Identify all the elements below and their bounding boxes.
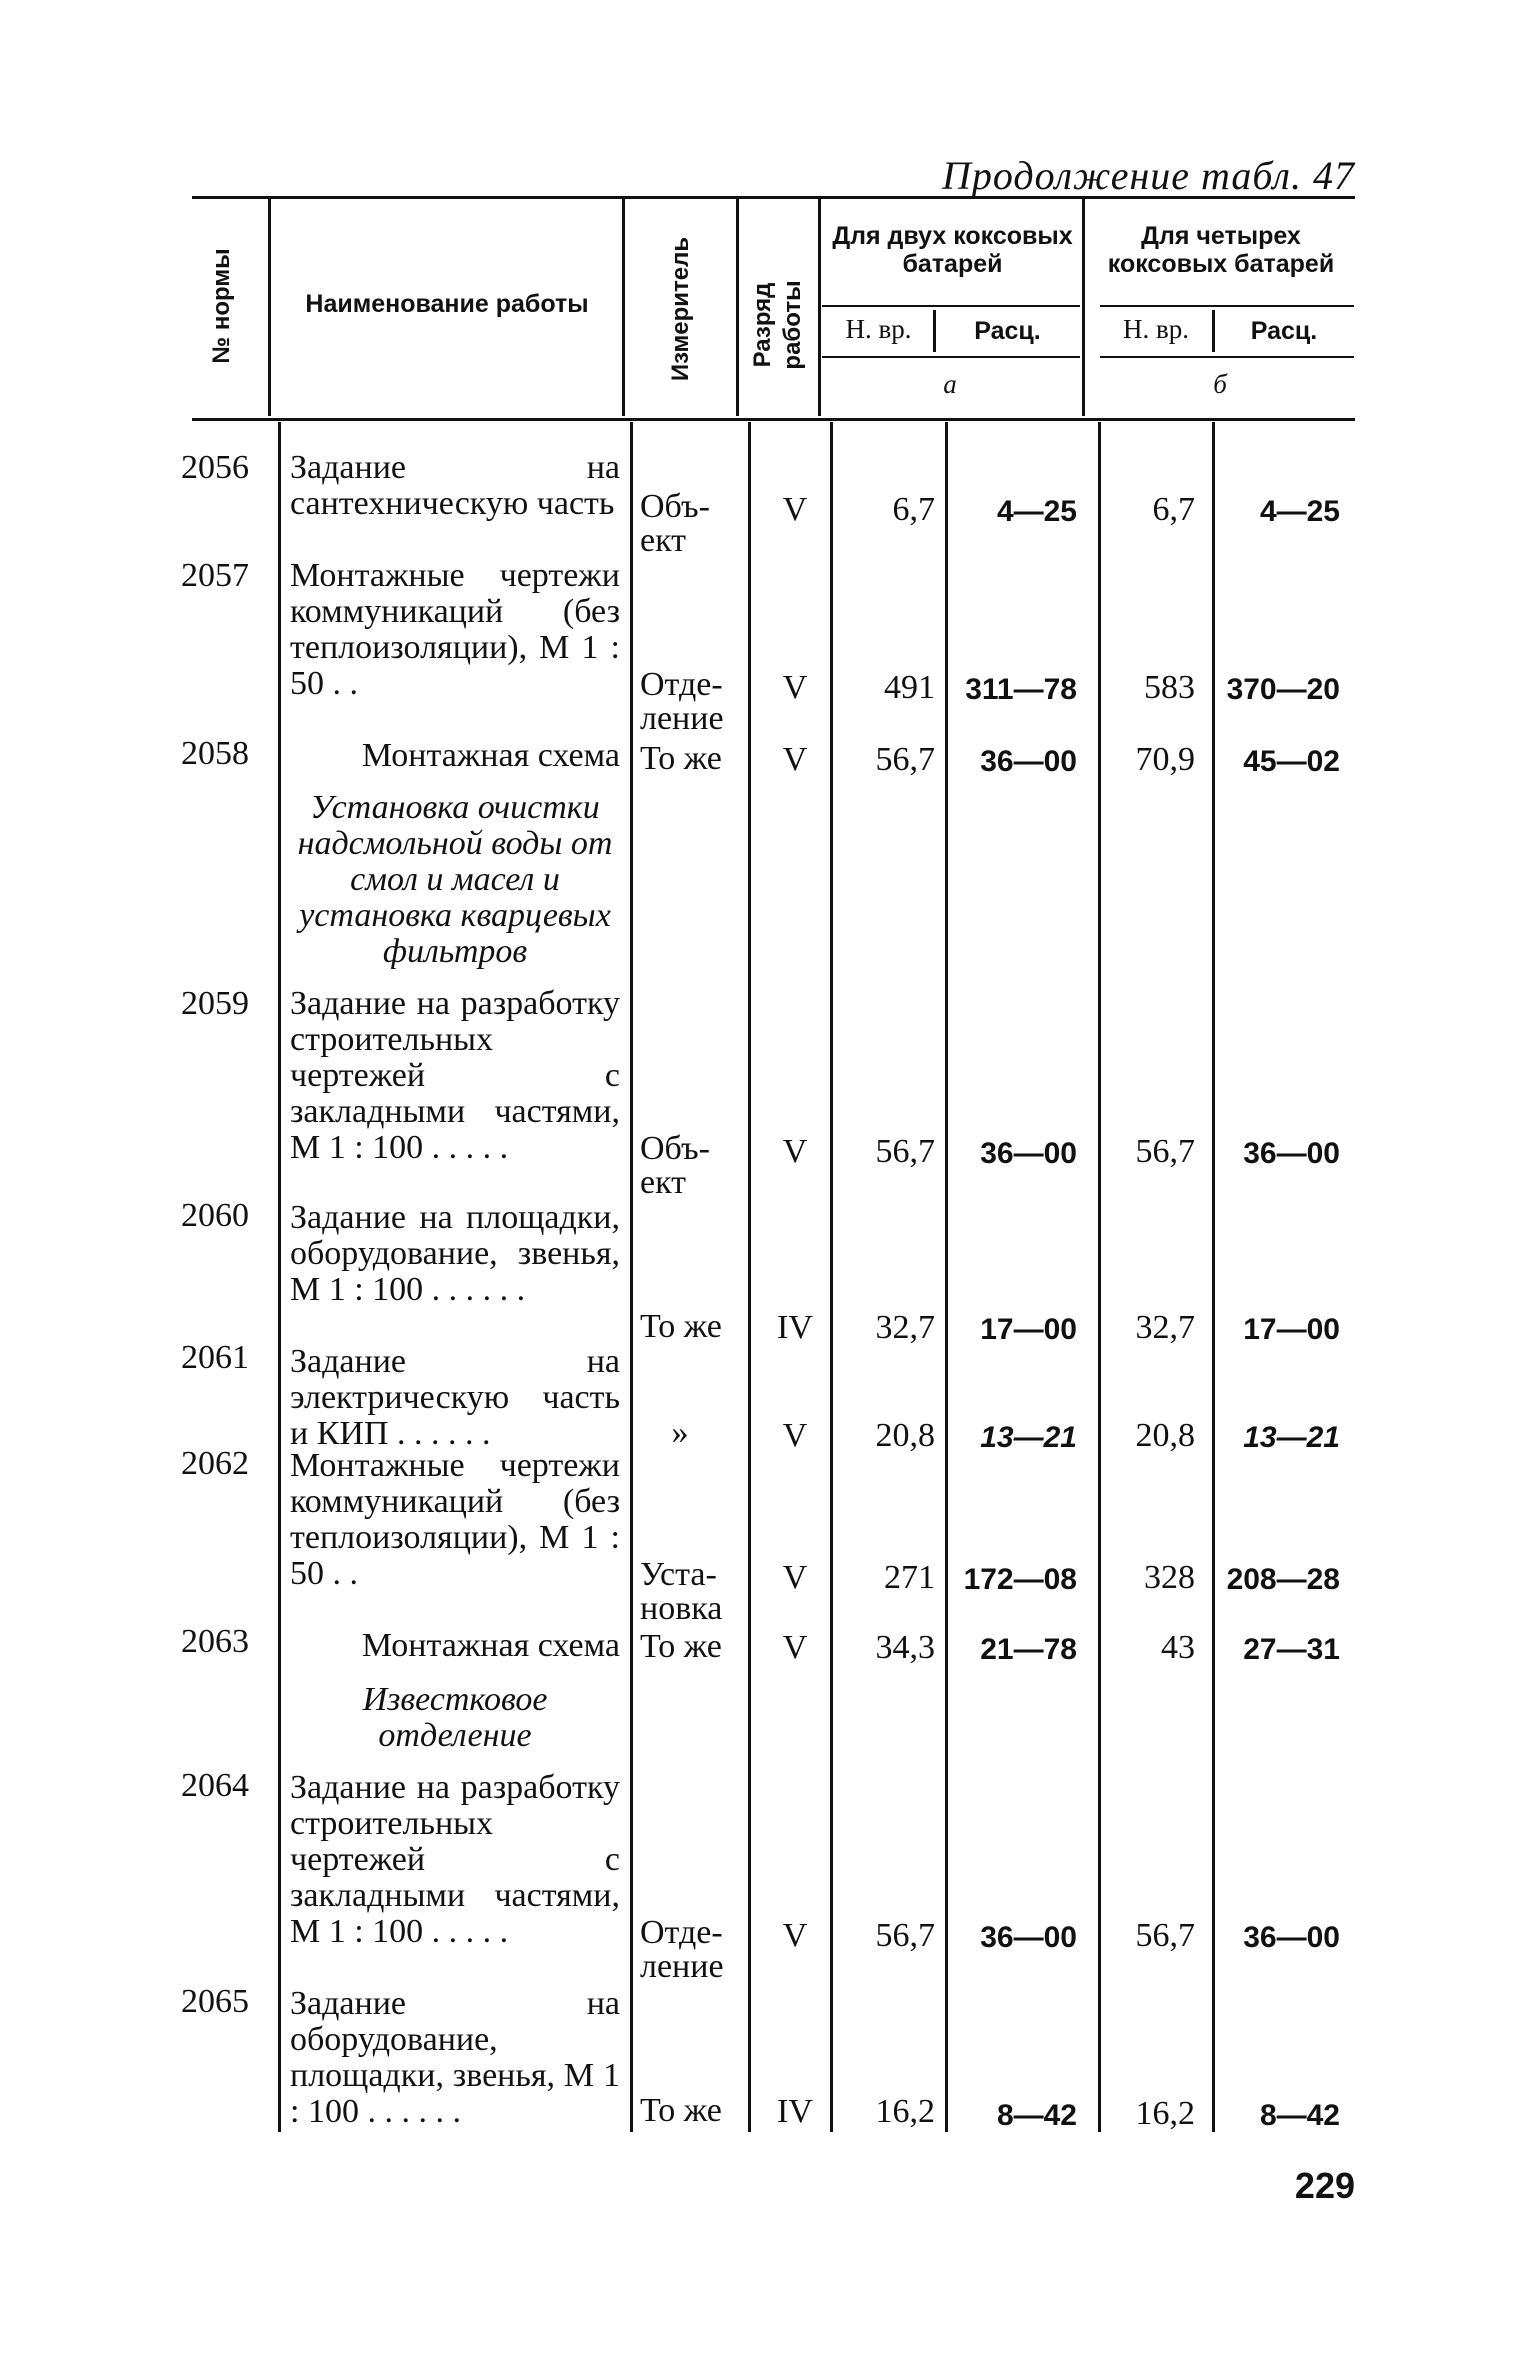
header-nvr-b: Н. вр.: [1123, 314, 1189, 344]
row-unit: То же: [640, 1628, 722, 1665]
row-rasc-b: 45—02: [1243, 745, 1340, 778]
row-rasc-a: 8—42: [996, 2099, 1077, 2132]
row-nvr-a: 16,2: [875, 2093, 935, 2130]
header-num: № нормы: [208, 248, 235, 364]
row-name: Монтажные чертежи коммуникаций (без теплоизоляции), М 1 : 50 . .: [290, 1447, 620, 1592]
row-grade: IV: [777, 2093, 813, 2130]
row-nvr-b: 6,7: [1152, 491, 1195, 528]
row-name: Монтажная схема: [361, 1627, 620, 1664]
row-nvr-a: 56,7: [875, 1133, 935, 1170]
row-rasc-a: 311—78: [965, 673, 1077, 706]
row-grade: V: [782, 669, 808, 706]
row-nvr-a: 56,7: [875, 741, 935, 778]
row-name: Задание на разработку строительных чертежей с закладными частями, М 1 : 100 . . . . .: [290, 985, 620, 1166]
row-name: Монтажные чертежи коммуникаций (без теплоизоляции), М 1 : 50 . .: [290, 557, 620, 702]
row-grade: V: [782, 1629, 808, 1666]
header-divider: [1082, 198, 1085, 416]
row-rasc-a: 4—25: [996, 495, 1077, 528]
header-hline: [1100, 356, 1354, 358]
row-nvr-a: 32,7: [875, 1309, 935, 1346]
body-divider: [830, 422, 833, 2132]
row-nvr-a: 34,3: [875, 1629, 935, 1666]
row-unit: Отде-ление: [640, 666, 724, 737]
row-num: 2060: [181, 1197, 249, 1234]
table-top-rule: [192, 196, 1355, 199]
row-rasc-a: 36—00: [980, 1921, 1077, 1954]
row-grade: V: [782, 491, 808, 528]
row-rasc-b: 17—00: [1243, 1313, 1340, 1346]
row-rasc-a: 172—08: [963, 1563, 1077, 1596]
row-num: 2056: [181, 449, 249, 486]
row-nvr-b: 56,7: [1135, 1917, 1195, 1954]
row-unit: Уста-новка: [640, 1556, 723, 1627]
row-num: 2059: [181, 985, 249, 1022]
row-grade: V: [782, 1417, 808, 1454]
row-grade: IV: [777, 1309, 813, 1346]
row-rasc-b: 208—28: [1226, 1563, 1340, 1596]
row-rasc-b: 13—21: [1243, 1421, 1340, 1454]
row-num: 2064: [181, 1767, 249, 1804]
row-name: Задание на разработку строительных чертежей с закладными частями, М 1 : 100 . . . . .: [290, 1769, 620, 1950]
header-unit: Измеритель: [667, 236, 694, 382]
body-divider: [278, 422, 281, 2132]
row-rasc-a: 17—00: [980, 1313, 1077, 1346]
row-rasc-a: 36—00: [980, 1137, 1077, 1170]
body-divider: [630, 422, 633, 2132]
row-nvr-a: 56,7: [875, 1917, 935, 1954]
row-num: 2062: [181, 1445, 249, 1482]
row-unit: »: [671, 1414, 689, 1451]
row-unit: То же: [640, 740, 722, 777]
row-grade: V: [782, 1917, 808, 1954]
section-heading: Известковое отделение: [362, 1681, 548, 1754]
row-rasc-b: 370—20: [1226, 673, 1340, 706]
header-rasc-a: Расц.: [974, 317, 1041, 345]
header-grade: Разряд работы: [749, 280, 806, 370]
header-divider: [818, 198, 821, 416]
row-nvr-b: 32,7: [1135, 1309, 1195, 1346]
row-name: Задание на оборудование, площадки, звенья, М 1 : 100 . . . . . .: [290, 1985, 620, 2130]
header-nvr-a: Н. вр.: [845, 314, 912, 344]
row-nvr-b: 43: [1161, 1629, 1195, 1666]
row-nvr-b: 16,2: [1135, 2095, 1195, 2132]
row-nvr-b: 70,9: [1135, 741, 1195, 778]
header-group-a: Для двух коксовых батарей: [832, 222, 1073, 278]
row-name: Задание на сантехническую часть: [290, 449, 620, 522]
header-divider: [622, 198, 625, 416]
header-divider: [933, 310, 936, 352]
row-name: Задание на площадки, оборудование, звенья, М 1 : 100 . . . . . .: [290, 1199, 620, 1308]
section-heading: Установка очистки надсмольной воды от смол и масел и установка кварцевых фильтров: [297, 789, 613, 970]
header-letter-a: а: [943, 369, 957, 399]
table-caption: Продолжение табл. 47: [941, 153, 1355, 198]
header-hline: [822, 305, 1080, 307]
row-rasc-b: 8—42: [1259, 2099, 1340, 2132]
row-num: 2063: [181, 1623, 249, 1660]
header-name: Наименование работы: [305, 290, 589, 318]
header-divider: [268, 198, 271, 416]
row-nvr-b: 583: [1144, 669, 1195, 706]
row-name: Задание на электрическую часть и КИП . . . . . .: [290, 1343, 620, 1452]
header-divider: [736, 198, 739, 416]
header-rasc-b: Расц.: [1250, 317, 1318, 345]
header-divider: [1212, 310, 1215, 352]
row-num: 2061: [181, 1339, 249, 1376]
row-unit: Отде-ление: [640, 1914, 724, 1985]
header-hline: [1100, 305, 1354, 307]
row-rasc-b: 4—25: [1259, 495, 1340, 528]
row-num: 2058: [181, 735, 249, 772]
row-unit: Объ-ект: [640, 1130, 710, 1201]
header-hline: [822, 356, 1080, 358]
row-nvr-a: 20,8: [875, 1417, 935, 1454]
row-unit: То же: [640, 2092, 722, 2129]
row-nvr-b: 328: [1144, 1559, 1195, 1596]
row-grade: V: [782, 741, 808, 778]
header-letter-b: б: [1213, 369, 1227, 399]
row-nvr-b: 56,7: [1135, 1133, 1195, 1170]
header-group-b: Для четырех коксовых батарей: [1107, 222, 1335, 278]
row-rasc-b: 36—00: [1243, 1921, 1340, 1954]
row-nvr-a: 6,7: [892, 491, 935, 528]
row-grade: V: [782, 1559, 808, 1596]
page-number: 229: [1294, 2165, 1355, 2206]
row-rasc-a: 13—21: [980, 1421, 1077, 1454]
row-num: 2065: [181, 1983, 249, 2020]
row-rasc-a: 21—78: [980, 1633, 1077, 1666]
row-rasc-b: 27—31: [1243, 1633, 1340, 1666]
header-bottom-rule: [192, 418, 1355, 421]
row-unit: Объ-ект: [640, 488, 710, 559]
row-unit: То же: [640, 1308, 722, 1345]
row-name: Монтажная схема: [361, 737, 620, 774]
row-num: 2057: [181, 557, 249, 594]
row-rasc-a: 36—00: [980, 745, 1077, 778]
row-rasc-b: 36—00: [1243, 1137, 1340, 1170]
row-nvr-a: 491: [884, 669, 935, 706]
row-nvr-b: 20,8: [1135, 1417, 1195, 1454]
row-nvr-a: 271: [884, 1559, 935, 1596]
row-grade: V: [782, 1133, 808, 1170]
